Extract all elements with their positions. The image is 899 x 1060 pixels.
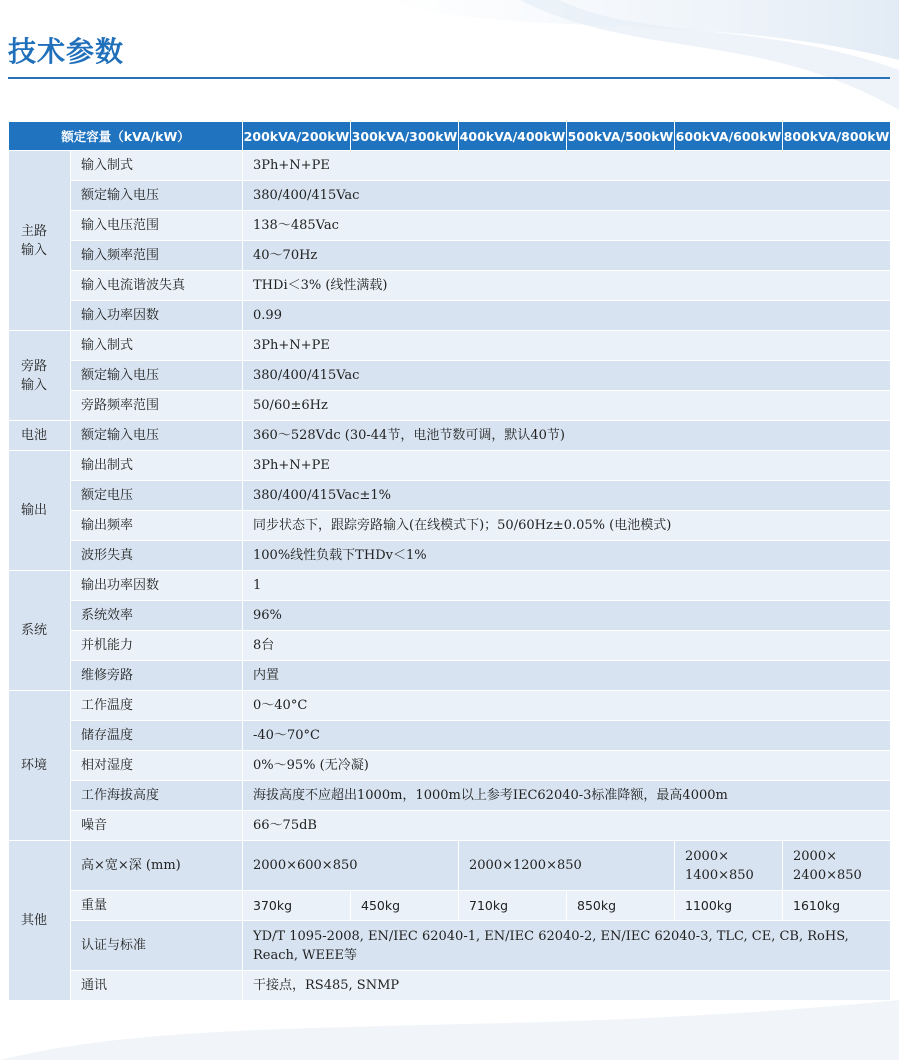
model-header: 200kVA/200kW — [243, 122, 351, 151]
table-row — [9, 301, 891, 331]
row-value: THDi＜3% (线性满载) — [243, 271, 891, 301]
table-header-row — [9, 122, 891, 151]
model-header: 800kVA/800kW — [783, 122, 891, 151]
row-label: 额定输入电压 — [71, 421, 243, 451]
table-row — [9, 271, 891, 301]
row-value: YD/T 1095-2008, EN/IEC 62040-1, EN/IEC 62040-2, EN/IEC 62040-3, TLC, CE, CB, RoHS, Reach, WEEE等 — [243, 921, 891, 971]
model-header: 600kVA/600kW — [675, 122, 783, 151]
row-label: 输入制式 — [71, 331, 243, 361]
row-value: 8台 — [243, 631, 891, 661]
row-value: 138～485Vac — [243, 211, 891, 241]
table-row — [9, 781, 891, 811]
row-label: 工作温度 — [71, 691, 243, 721]
group-label-bypass-input: 旁路 输入 — [9, 331, 71, 421]
table-row — [9, 211, 891, 241]
row-value: 3Ph+N+PE — [243, 331, 891, 361]
table-row — [9, 751, 891, 781]
row-label: 额定输入电压 — [71, 181, 243, 211]
table-row — [9, 841, 891, 891]
dimension-value: 2000× 2400×850 — [783, 841, 891, 891]
row-value: 66～75dB — [243, 811, 891, 841]
group-label-environment: 环境 — [9, 691, 71, 841]
row-value: 1 — [243, 571, 891, 601]
group-label-battery: 电池 — [9, 421, 71, 451]
table-row — [9, 481, 891, 511]
row-label: 旁路频率范围 — [71, 391, 243, 421]
row-label: 输入频率范围 — [71, 241, 243, 271]
table-row — [9, 661, 891, 691]
row-label: 工作海拔高度 — [71, 781, 243, 811]
table-row — [9, 181, 891, 211]
group-label-output: 输出 — [9, 451, 71, 571]
table-row — [9, 391, 891, 421]
row-label: 维修旁路 — [71, 661, 243, 691]
row-value: 0%～95% (无冷凝) — [243, 751, 891, 781]
row-value: 360～528Vdc (30-44节，电池节数可调，默认40节) — [243, 421, 891, 451]
row-label: 输入功率因数 — [71, 301, 243, 331]
table-row — [9, 361, 891, 391]
table-row — [9, 601, 891, 631]
row-label: 相对湿度 — [71, 751, 243, 781]
weight-value: 1610kg — [783, 891, 891, 921]
row-label: 噪音 — [71, 811, 243, 841]
row-value: 干接点，RS485, SNMP — [243, 971, 891, 1001]
row-label: 输入制式 — [71, 151, 243, 181]
row-label: 高×宽×深 (mm) — [71, 841, 243, 891]
model-header: 500kVA/500kW — [567, 122, 675, 151]
table-row — [9, 541, 891, 571]
row-value: 96% — [243, 601, 891, 631]
model-header: 400kVA/400kW — [459, 122, 567, 151]
table-row — [9, 921, 891, 971]
row-label: 额定电压 — [71, 481, 243, 511]
table-row — [9, 151, 891, 181]
table-row — [9, 451, 891, 481]
row-value: 380/400/415Vac — [243, 181, 891, 211]
row-value: -40～70°C — [243, 721, 891, 751]
dimension-value: 2000× 1400×850 — [675, 841, 783, 891]
table-row — [9, 241, 891, 271]
row-value: 3Ph+N+PE — [243, 451, 891, 481]
group-label-other: 其他 — [9, 841, 71, 1001]
dimension-value: 2000×600×850 — [243, 841, 459, 891]
weight-value: 370kg — [243, 891, 351, 921]
title-divider — [8, 77, 890, 79]
row-value: 同步状态下，跟踪旁路输入(在线模式下)；50/60Hz±0.05% (电池模式) — [243, 511, 891, 541]
row-value: 内置 — [243, 661, 891, 691]
group-label-main-input: 主路 输入 — [9, 151, 71, 331]
table-row — [9, 811, 891, 841]
table-row — [9, 331, 891, 361]
page-title: 技术参数 — [8, 35, 125, 68]
row-value: 50/60±6Hz — [243, 391, 891, 421]
row-label: 输出功率因数 — [71, 571, 243, 601]
table-row — [9, 571, 891, 601]
table-row — [9, 971, 891, 1001]
row-value: 3Ph+N+PE — [243, 151, 891, 181]
table-row — [9, 511, 891, 541]
row-label: 波形失真 — [71, 541, 243, 571]
row-value: 0～40°C — [243, 691, 891, 721]
row-label: 输出频率 — [71, 511, 243, 541]
row-label: 储存温度 — [71, 721, 243, 751]
table-row — [9, 691, 891, 721]
row-value: 40～70Hz — [243, 241, 891, 271]
row-value: 380/400/415Vac±1% — [243, 481, 891, 511]
row-value: 0.99 — [243, 301, 891, 331]
spec-table — [8, 121, 891, 1001]
weight-value: 450kg — [351, 891, 459, 921]
row-label: 重量 — [71, 891, 243, 921]
dimension-value: 2000×1200×850 — [459, 841, 675, 891]
row-label: 并机能力 — [71, 631, 243, 661]
table-row — [9, 631, 891, 661]
group-label-system: 系统 — [9, 571, 71, 691]
row-label: 通讯 — [71, 971, 243, 1001]
row-value: 380/400/415Vac — [243, 361, 891, 391]
table-row — [9, 721, 891, 751]
row-label: 输入电流谐波失真 — [71, 271, 243, 301]
row-label: 输出制式 — [71, 451, 243, 481]
row-label: 额定输入电压 — [71, 361, 243, 391]
model-header: 300kVA/300kW — [351, 122, 459, 151]
table-row — [9, 891, 891, 921]
weight-value: 710kg — [459, 891, 567, 921]
row-value: 100%线性负载下THDv＜1% — [243, 541, 891, 571]
weight-value: 1100kg — [675, 891, 783, 921]
row-label: 系统效率 — [71, 601, 243, 631]
weight-value: 850kg — [567, 891, 675, 921]
row-label: 认证与标准 — [71, 921, 243, 971]
row-label: 输入电压范围 — [71, 211, 243, 241]
table-row — [9, 421, 891, 451]
row-value: 海拔高度不应超出1000m，1000m以上参考IEC62040-3标准降额，最高4000m — [243, 781, 891, 811]
capacity-header: 额定容量（kVA/kW） — [9, 122, 243, 151]
